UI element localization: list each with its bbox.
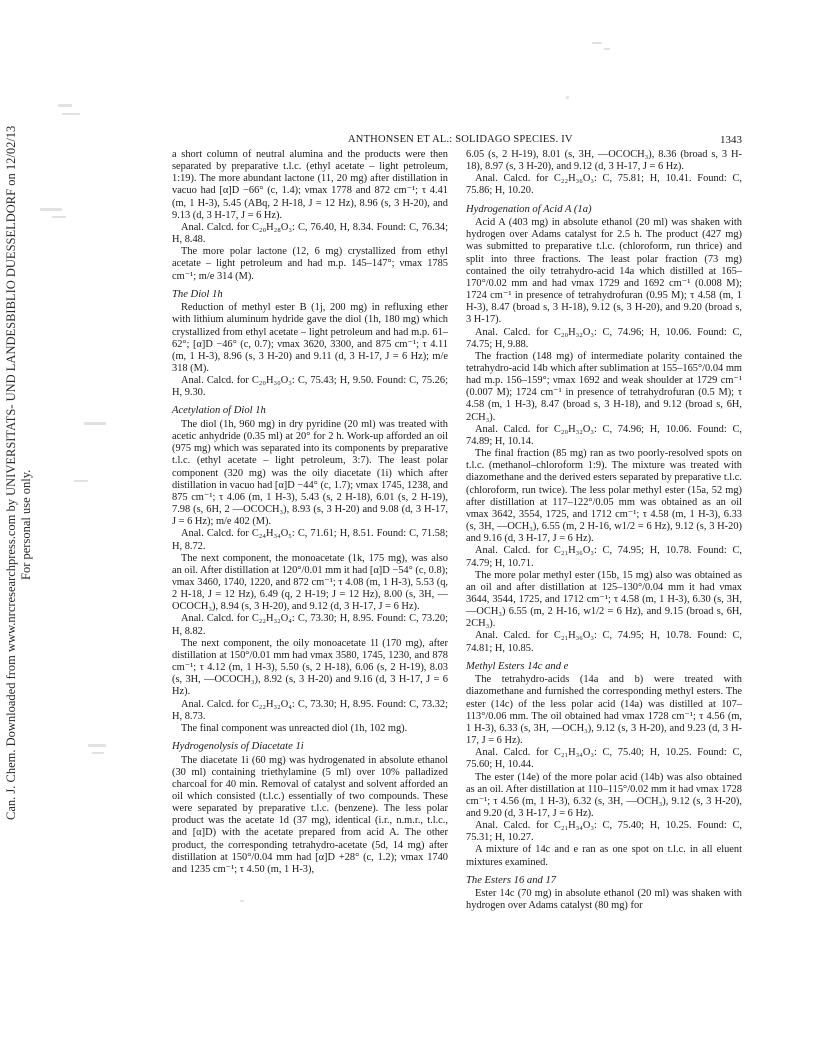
- paragraph: Reduction of methyl ester B (1j, 200 mg) in refluxing ether with lithium aluminum hydride gave the diol (1h, 180 mg) which crystallized from ethyl acetate – light petroleum and had m.p. 61–62°; [α]D −46° (c, 0.7); νmax 3620, 3300, and 875 cm⁻¹; τ 4.11 (m, 1 H-3), 8.96 (s, 3 H-20) and 9.11 (d, 3 H-17, J = 6 Hz); m/e 318 (M).: [172, 302, 448, 374]
- paragraph: Anal. Calcd. for C₂₁H₃₆O₃: C, 74.95; H, 10.78. Found: C, 74.81; H, 10.85.: [466, 630, 742, 654]
- scan-artifact: [566, 96, 569, 99]
- section-heading: Acetylation of Diol 1h: [172, 405, 266, 417]
- left-column: [172, 149, 448, 876]
- paragraph: The next component, the monoacetate (1k, 175 mg), was also an oil. After distillation at 120°/0.01 mm it had [α]D −54° (c, 0.8); νmax 3460, 1740, 1220, and 872 cm⁻¹; τ 4.08 (m, 1 H-3), 5.53 (q, 2 H-18, J = 12 Hz), 6.49 (q, 2 H-19; J = 12 Hz), 8.00 (s, 3H, —OCOCH₃), 8.94 (s, 3 H-20), and 9.12 (d, 3 H-17, J = 6 Hz).: [172, 552, 448, 613]
- paragraph: Anal. Calcd. for C₂₀H₂₈O₃: C, 76.40, H, 8.34. Found: C, 76.34; H, 8.48.: [172, 221, 448, 246]
- paragraph: 6.05 (s, 2 H-19), 8.01 (s, 3H, —OCOCH₃), 8.36 (broad s, 3 H-18), 8.97 (s, 3 H-20), and 9.12 (d, 3 H-17, J = 6 Hz).: [466, 149, 742, 173]
- section-heading: The Diol 1h: [172, 288, 223, 300]
- scan-artifact: [74, 480, 88, 482]
- paragraph: Ester 14c (70 mg) in absolute ethanol (20 ml) was shaken with hydrogen over Adams catalyst (80 mg) for: [466, 888, 742, 912]
- download-watermark: [4, 125, 34, 820]
- paragraph: a short column of neutral alumina and the products were then separated by preparative t.l.c. (ethyl acetate – light petroleum, 1:19). The more abundant lactone (11, 20 mg) after distillation in vacuo had [α]D −66° (c, 1.4); νmax 1778 and 872 cm⁻¹; τ 4.41 (m, 1 H-3), 5.45 (ABq, 2 H-18, J = 12 Hz), 8.96 (s, 3 H-20), and 9.13 (d, 3 H-17, J = 6 Hz).: [172, 149, 448, 221]
- paragraph: The more polar methyl ester (15b, 15 mg) also was obtained as an oil and after distillation at 125–130°/0.04 mm it had νmax 3644, 3544, 1725, and 1712 cm⁻¹; τ 4.58 (m, 1 H-3), 6.30 (s, 3H, —OCH₃) 6.55 (m, 2 H-16, w1/2 = 6 Hz), and 9.15 (broad s, 6H, 2CH₃).: [466, 569, 742, 630]
- page-number: 1343: [720, 134, 742, 146]
- scan-artifact: [62, 113, 80, 115]
- scan-artifact: [92, 752, 104, 754]
- paragraph: The diol (1h, 960 mg) in dry pyridine (20 ml) was treated with acetic anhydride (0.35 ml) at 20° for 2 h. Work-up afforded an oil (975 mg) which was separated into its components by preparative t.l.c. (ethyl acetate – light petroleum, 3:7). The least polar component (320 mg) was the oily diacetate (1i) which after distillation in vacuo had [α]D −44° (c, 1.7); νmax 1745, 1238, and 875 cm⁻¹; τ 4.06 (m, 1 H-3), 5.43 (s, 2 H-18), 6.01 (s, 2 H-19), 7.98 (s, 6H, 2 —OCOCH₃), 8.93 (s, 3 H-20) and 9.08 (d, 3 H-17, J = 6 Hz); m/e 402 (M).: [172, 418, 448, 528]
- scan-artifact: [88, 744, 106, 747]
- running-header: [172, 134, 742, 148]
- paragraph: A mixture of 14c and e ran as one spot on t.l.c. in all eluent mixtures examined.: [466, 844, 742, 868]
- scan-artifact: [84, 422, 106, 425]
- scan-artifact: [240, 900, 244, 902]
- section-heading: Hydrogenation of Acid A (1a): [466, 203, 592, 215]
- paragraph: Anal. Calcd. for C₂₄H₃₄O₅: C, 71.61; H, 8.51. Found: C, 71.58; H, 8.72.: [172, 528, 448, 552]
- paragraph: Anal. Calcd. for C₂₂H₃₂O₄: C, 73.30; H, 8.95. Found: C, 73.32; H, 8.73.: [172, 698, 448, 722]
- section-heading: The Esters 16 and 17: [466, 874, 557, 886]
- paragraph: Anal. Calcd. for C₂₀H₃₂O₃: C, 74.96; H, 10.06. Found: C, 74.75; H, 9.88.: [466, 326, 742, 350]
- scan-artifact: [58, 104, 72, 107]
- paragraph: The final component was unreacted diol (1h, 102 mg).: [181, 722, 408, 734]
- paragraph: The final fraction (85 mg) ran as two poorly-resolved spots on t.l.c. (methanol–chloroform 1:9). The mixture was treated with diazomethane and the derived esters separated by preparative t.l.c. (chloroform, run twice). The less polar methyl ester (15a, 52 mg) after distillation at 117–122°/0.05 mm was obtained as an oil νmax 3642, 3554, 1725, and 1712 cm⁻¹; τ 4.58 (m, 1 H-3), 6.33 (s, 3H, —OCH₃), 6.55 (m, 2 H-16, w1/2 = 6 Hz), 9.12 (s, 3 H-20) and 9.16 (d, 3 H-17, J = 6 Hz).: [466, 448, 742, 545]
- scan-artifact: [40, 208, 62, 211]
- paragraph: Anal. Calcd. for C₂₁H₃₄O₃: C, 75.40; H, 10.25. Found: C, 75.31; H, 10.27.: [466, 820, 742, 844]
- paragraph: The next component, the oily monoacetate 1l (170 mg), after distillation at 150°/0.01 mm had νmax 3580, 1745, 1230, and 878 cm⁻¹; τ 4.12 (m, 1 H-3), 5.50 (s, 2 H-18), 6.06 (s, 2 H-19), 8.03 (s, 3H, —OCOCH₃), 8.92 (s, 3 H-20) and 9.16 (d, 3 H-17, J = 6 Hz).: [172, 637, 448, 698]
- right-column: [466, 149, 742, 913]
- paragraph: The fraction (148 mg) of intermediate polarity contained the tetrahydro-acid 14b which after sublimation at 155–165°/0.04 mm had m.p. 156–159°; νmax 1692 and weak shoulder at 1729 cm⁻¹ (0.007 M); 1724 cm⁻¹ in presence of tetrahydrofuran (0.5 M); τ 4.58 (m, 1 H-3), 8.47 (broad s, 3 H-18), and 9.12 (broad s, 6H, 2CH₃).: [466, 350, 742, 423]
- paragraph: Anal. Calcd. for C₂₂H₃₆O₃: C, 75.81; H, 10.41. Found: C, 75.86; H, 10.20.: [466, 173, 742, 197]
- paragraph: Anal. Calcd. for C₂₀H₃₂O₃: C, 74.96; H, 10.06. Found: C, 74.89; H, 10.14.: [466, 423, 742, 447]
- paragraph: Anal. Calcd. for C₂₀H₃₀O₃: C, 75.43; H, 9.50. Found: C, 75.26; H, 9.30.: [172, 375, 448, 399]
- paragraph: The ester (14e) of the more polar acid (14b) was also obtained as an oil. After distillation at 110–115°/0.02 mm it had νmax 1728 cm⁻¹; τ 4.56 (m, 1 H-3), 6.32 (s, 3H, —OCH₃), 9.12 (s, 3 H-20), and 9.20 (d, 3 H-17, J = 6 Hz).: [466, 771, 742, 819]
- paragraph: The diacetate 1i (60 mg) was hydrogenated in absolute ethanol (30 ml) containing triethylamine (5 ml) over 10% palladized charcoal for 40 min. Removal of catalyst and solvent afforded an oil which consisted (t.l.c.) essentially of two compounds. These were separated by preparative t.l.c. (benzene). The less polar product was the acetate 1d (37 mg), identical (i.r., n.m.r., t.l.c., and [α]D) with the acetate prepared from acid A. The other product, the corresponding tetrahydro-acetate (5d, 14 mg) after distillation at 150°/0.04 mm had [α]D +28° (c, 1.2); νmax 1740 and 1235 cm⁻¹; τ 4.50 (m, 1 H-3),: [172, 754, 448, 875]
- scan-artifact: [592, 42, 602, 44]
- paragraph: Anal. Calcd. for C₂₂H₃₂O₄: C, 73.30; H, 8.95. Found: C, 73.20; H, 8.82.: [172, 613, 448, 637]
- paragraph: Acid A (403 mg) in absolute ethanol (20 ml) was shaken with hydrogen over Adams catalyst for 2.5 h. The product (427 mg) was submitted to preparative t.l.c. (chloroform, run thrice) and split into three fractions. The least polar fraction (73 mg) contained the oily tetrahydro-acid 14a which distilled at 165–170°/0.02 mm and had νmax 1729 and 1692 cm⁻¹ (0.008 M); 1724 cm⁻¹ in presence of tetrahydrofuran (0.95 M); τ 4.58 (m, 1 H-3), 8.47 (broad s, 3 H-18), 9.12 (s, 3 H-20), and 9.20 (broad s, 3 H-17).: [466, 217, 742, 326]
- scan-artifact: [52, 216, 66, 218]
- paragraph: Anal. Calcd. for C₂₁H₃₄O₃: C, 75.40; H, 10.25. Found: C, 75.60; H, 10.44.: [466, 747, 742, 771]
- paragraph: The tetrahydro-acids (14a and b) were treated with diazomethane and furnished the corresponding methyl esters. The ester (14c) of the less polar acid (14a) was distilled at 107–113°/0.06 mm. The oil obtained had νmax 1728 cm⁻¹; τ 4.56 (m, 1 H-3), 6.33 (s, 3H, —OCH₃), 9.12 (s, 3 H-20), and 9.23 (d, 3 H-17, J = 6 Hz).: [466, 674, 742, 747]
- paragraph: The more polar lactone (12, 6 mg) crystallized from ethyl acetate – light petroleum and had m.p. 145–147°; νmax 1785 cm⁻¹; m/e 314 (M).: [172, 246, 448, 282]
- watermark-line: For personal use only.: [19, 469, 33, 580]
- section-heading: Methyl Esters 14c and e: [466, 660, 569, 672]
- watermark-line: Can. J. Chem. Downloaded from www.nrcresearchpress.com by UNIVERSITATS- UND LANDESBIBLIO DUESSELDORF on 12/02/13: [4, 125, 18, 820]
- section-heading: Hydrogenolysis of Diacetate 1i: [172, 741, 304, 753]
- running-title: ANTHONSEN ET AL.: SOLIDAGO SPECIES. IV: [348, 134, 573, 145]
- scan-artifact: [604, 48, 610, 50]
- paragraph: Anal. Calcd. for C₂₁H₃₆O₃: C, 74.95; H, 10.78. Found: C, 74.79; H, 10.71.: [466, 545, 742, 569]
